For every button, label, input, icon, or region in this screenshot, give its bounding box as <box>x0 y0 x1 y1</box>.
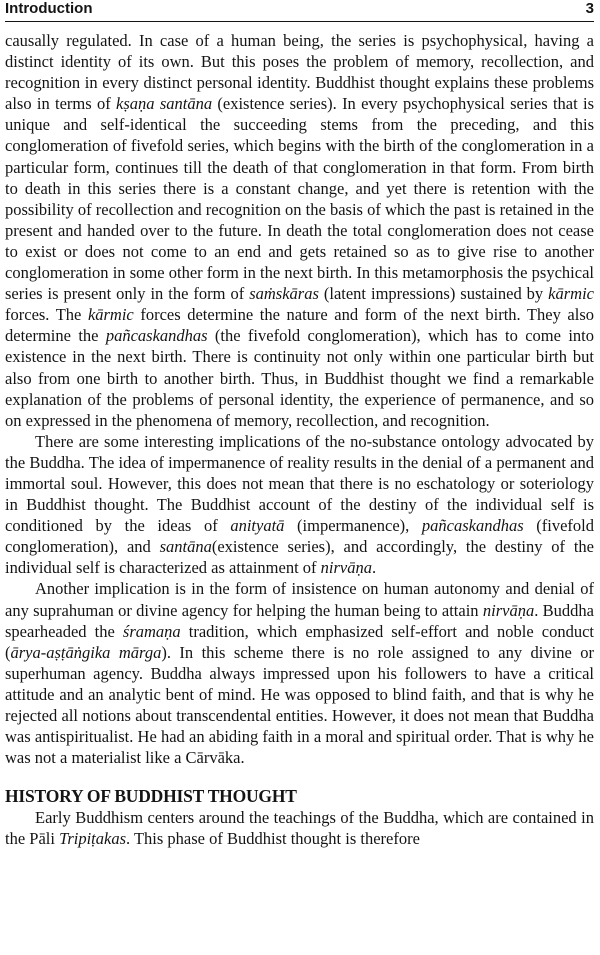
term-sramana: śramaṇa <box>122 621 181 641</box>
term-nirvana: nirvāṇa <box>482 600 535 620</box>
header-rule <box>5 21 594 22</box>
term-anityata: anityatā <box>230 516 285 536</box>
term-santana: santāna <box>159 537 212 557</box>
paragraph-3 <box>5 578 594 768</box>
term-karmic: kārmic <box>548 284 594 304</box>
page-number: 3 <box>585 0 594 17</box>
chapter-title: Introduction <box>5 0 93 17</box>
term-tripitakas: Tripiṭakas <box>59 829 127 849</box>
term-pancaskandhas: pañcaskandhas <box>105 326 208 346</box>
term-samskaras: saṁskāras <box>249 284 319 304</box>
paragraph-1 <box>5 30 594 431</box>
running-head <box>5 0 594 22</box>
paragraph-1-text: causally regulated. In case of a human being, the series is psychophysical, having a distinct identity of its own. But this poses the problem of memory, recollection, and recognition in every distinct personal identity. Buddhist thought explains these problems also in terms of <box>5 31 594 114</box>
term-nirvana: nirvāṇa <box>320 558 373 578</box>
paragraph-4-text: Early Buddhism centers around the teachings of the Buddha, which are contained in the Pāli <box>5 808 594 849</box>
paragraph-3-text: ). In this scheme there is no role assigned to any divine or superhuman agency. Buddha always impressed upon his followers to have a critical attitude and an analytic bent of mind. He was opposed to blind faith, and that is why he rejected all notions about transcendental entities. However, it does not mean that Buddha was antispiritualist. He had an abiding faith in a moral and spiritual order. That is why he was not a materialist like a Cārvāka. <box>5 642 594 768</box>
term-arya-astangika-marga: ārya-aṣṭāṅgika mārga <box>10 642 162 662</box>
paragraph-2-text: (fivefold conglomeration), and <box>5 516 594 557</box>
paragraph-1-text: (latent impressions) sustained by <box>318 284 549 304</box>
paragraph-1-text: forces. The <box>5 305 88 325</box>
paragraph-2-text: . <box>372 558 377 578</box>
paragraph-2-text: There are some interesting implications of the no-substance ontology advocated by the Buddha. The idea of impermanence of reality results in the denial of a permanent and immortal soul. However, this does not mean that there is no eschatology or soteriology in Buddhist thought. The Buddhist account of the destiny of the individual self is conditioned by the ideas of <box>5 431 594 536</box>
paragraph-4-text: . This phase of Buddhist thought is therefore <box>126 829 420 849</box>
term-ksana-santana: kṣaṇa santāna <box>116 94 213 114</box>
paragraph-3-text: . Buddha spearheaded the <box>5 600 594 641</box>
paragraph-2-text: (impermanence), <box>284 516 422 536</box>
paragraph-2-text: (existence series), and accordingly, the destiny of the individual self is characterized as attainment of <box>5 537 594 578</box>
paragraph-4 <box>5 807 594 849</box>
paragraph-3-text: tradition, which emphasized self-effort and noble conduct ( <box>5 621 594 662</box>
body-text <box>5 30 594 849</box>
paragraph-1-text: (the fivefold conglomeration), which has to come into existence in the next birth. There is continuity not only within one particular birth but also from one birth to another birth. Thus, in Buddhist thought we find a remarkable explanation of the problems of personal identity, the experience of permanence, and so on expressed in the phenomena of memory, recollection, and recognition. <box>5 326 594 430</box>
term-karmic: kārmic <box>87 305 134 325</box>
section-heading: HISTORY OF BUDDHIST THOUGHT <box>5 786 297 807</box>
paragraph-1-text: forces determine the nature and form of the next birth. They also determine the <box>5 305 594 346</box>
paragraph-3-text: Another implication is in the form of insistence on human autonomy and denial of any suprahuman or divine agency for helping the human being to attain <box>5 579 594 620</box>
term-pancaskandhas: pañcaskandhas <box>421 516 524 536</box>
paragraph-2 <box>5 431 594 579</box>
paragraph-1-text: (existence series). In every psychophysical series that is unique and self-identical the succeeding stems from the preceding, and this conglomeration of fivefold series, which begins with the birth of the conglomeration in a particular form, continues till the death of that conglomeration in that form. From birth to death in this series there is a constant change, and yet there is retention with the possibility of recollection and recognition on the basis of which the past is retained in the present and handed over to the future. In death the total conglomeration does not cease to exist or does not come to an end and gets retained so as to give rise to another conglomeration in some other form in the next birth. In this metamorphosis the psychical series is present only in the form of <box>5 94 595 304</box>
